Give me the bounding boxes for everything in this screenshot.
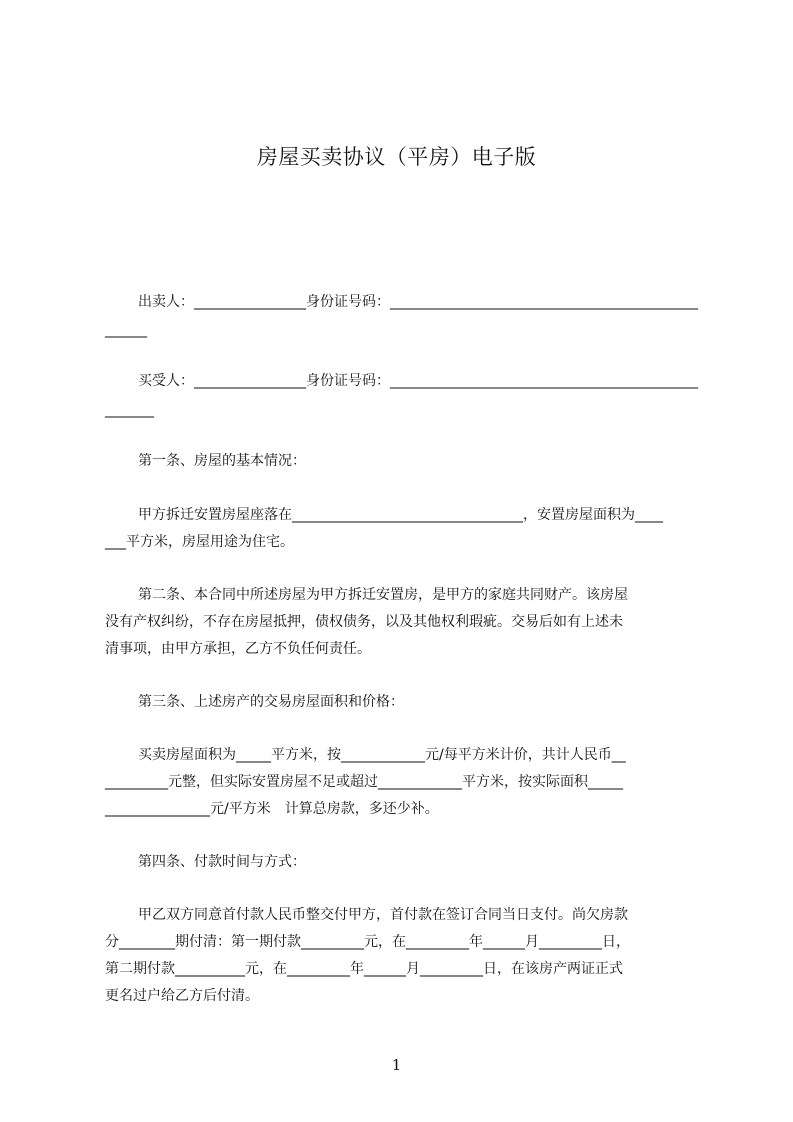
page-number: 1 [391, 1056, 402, 1074]
buyer-line: 买受人：________________身份证号码：____________________________________________ [138, 373, 698, 389]
article-3-paragraph-line-2: _________元整，但实际安置房屋不足或超过____________平方米，按实际面积_____ [105, 774, 623, 790]
article-2-paragraph: 第二条、本合同中所述房屋为甲方拆迁安置房，是甲方的家庭共同财产。该房屋 [138, 587, 628, 603]
article-4-paragraph-line-3: 第二期付款__________元，在_________年______月_________日，在该房产两证正式 [105, 961, 623, 977]
article-1-paragraph-cont: ___平方米，房屋用途为住宅。 [105, 534, 294, 550]
article-3-heading: 第三条、上述房产的交易房屋面积和价格： [138, 694, 404, 710]
document-title: 房屋买卖协议（平房）电子版 [256, 145, 537, 169]
article-1-heading: 第一条、房屋的基本情况： [138, 453, 306, 469]
article-4-paragraph-line-4: 更名过户给乙方后付清。 [105, 988, 259, 1004]
buyer-line-cont: _______ [105, 402, 154, 418]
article-1-paragraph: 甲方拆迁安置房屋座落在_________________________________，安置房屋面积为____ [138, 507, 663, 523]
article-2-paragraph-line-2: 没有产权纠纷，不存在房屋抵押，债权债务，以及其他权利瑕疵。交易后如有上述未 [105, 614, 623, 630]
article-4-paragraph: 甲乙双方同意首付款人民币整交付甲方，首付款在签订合同当日支付。尚欠房款 [138, 907, 628, 923]
seller-line-cont: ______ [105, 322, 147, 338]
article-4-heading: 第四条、付款时间与方式： [138, 854, 306, 870]
article-4-paragraph-line-2: 分________期付清：第一期付款_________元，在_________年______月_________日， [105, 934, 630, 950]
article-3-paragraph-line-3: _______________元/平方米 计算总房款，多还少补。 [105, 801, 439, 817]
article-3-paragraph: 买卖房屋面积为_____平方米，按____________元/每平方米计价，共计人民币__ [138, 747, 626, 763]
seller-line: 出卖人：________________身份证号码：____________________________________________ [138, 294, 698, 310]
article-2-paragraph-line-3: 清事项，由甲方承担，乙方不负任何责任。 [105, 641, 371, 657]
